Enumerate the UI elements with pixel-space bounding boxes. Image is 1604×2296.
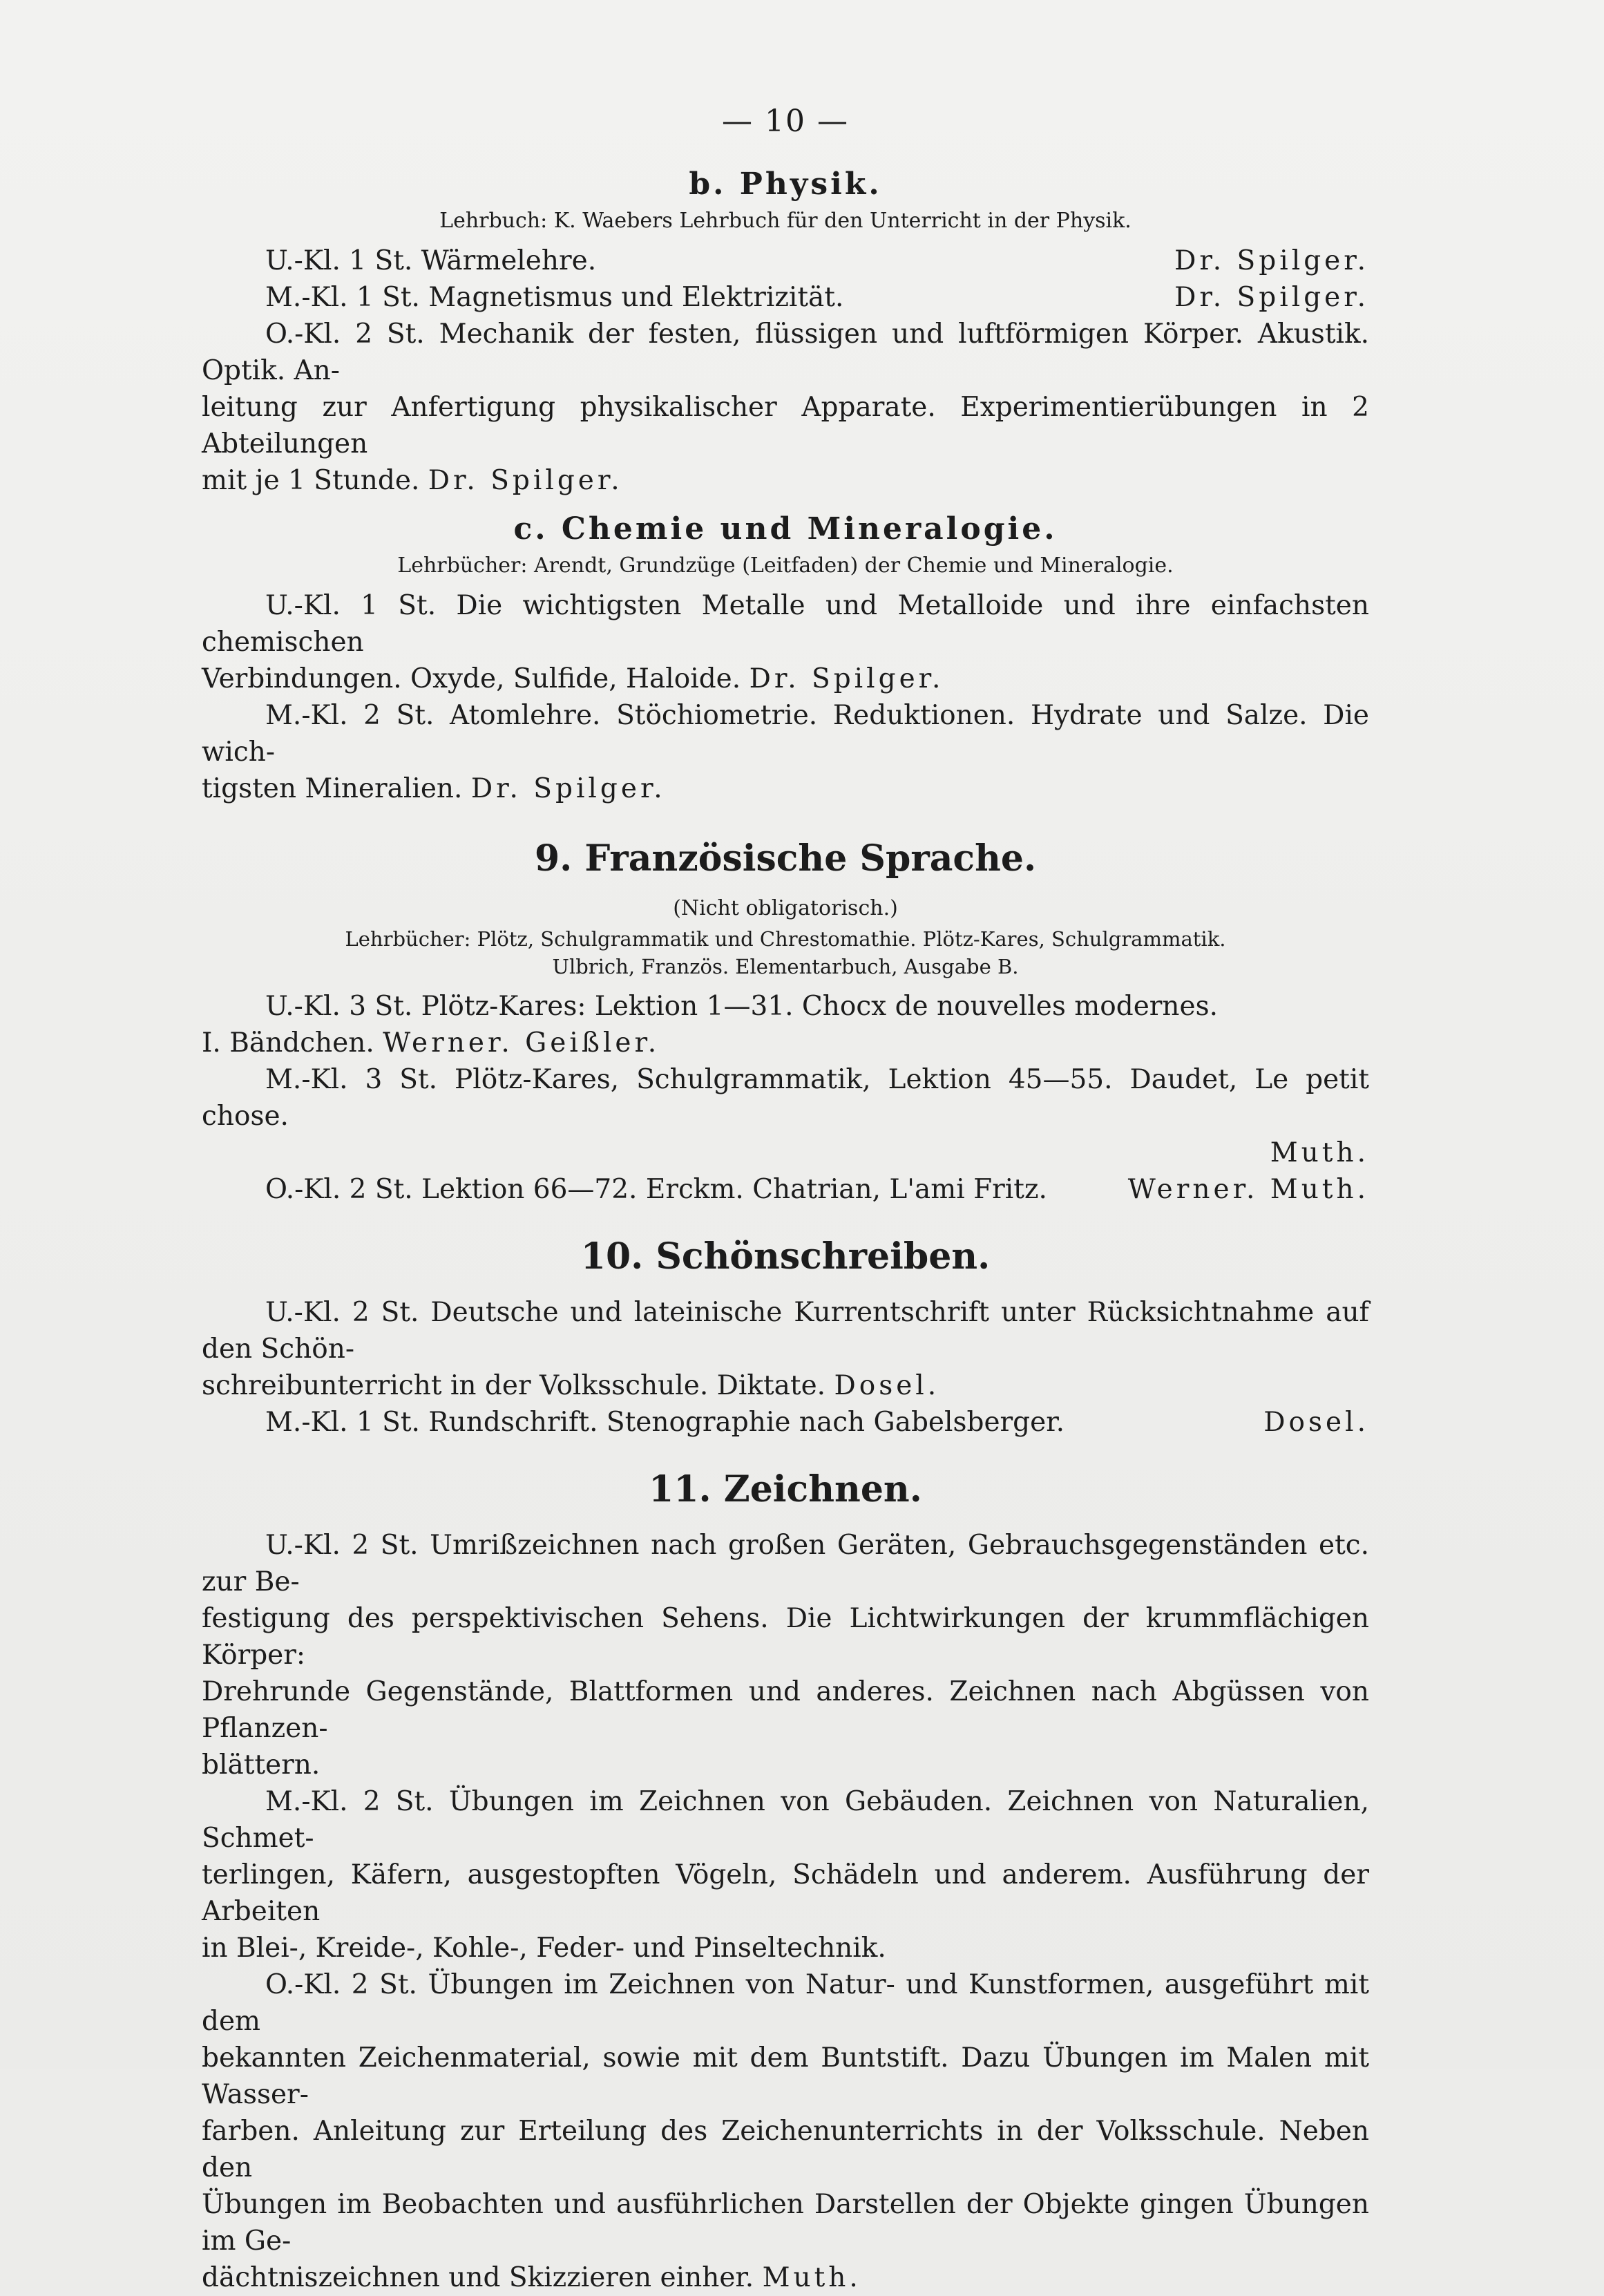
schoen-mk [202, 1404, 1369, 1441]
chemie-uk-line2-row [202, 661, 1369, 697]
zeichnen-uk [202, 1527, 1369, 1783]
zeichnen-ok-line5: dächtniszeichnen und Skizzieren einher. [202, 2262, 754, 2293]
schoen-heading: 10. Schönschreiben. [580, 1235, 991, 1278]
chemie-textbook: Lehrbücher: Arendt, Grundzüge (Leitfaden) der Chemie und Mineralogie. [397, 553, 1174, 578]
chemie-uk-line2: Verbindungen. Oxyde, Sulfide, Haloide. [202, 663, 741, 694]
physik-mk-teacher: Dr. Spilger. [1174, 282, 1369, 313]
physik-mk-text: M.-Kl. 1 St. Magnetismus und Elektrizität. [265, 282, 844, 313]
chemie-mk-line1: M.-Kl. 2 St. Atomlehre. Stöchiometrie. Reduktionen. Hydrate und Salze. Die wich- [202, 700, 1369, 768]
zeichnen-uk-line3: Drehrunde Gegenstände, Blattformen und anderes. Zeichnen nach Abgüssen von Pflanzen- [202, 1676, 1369, 1744]
franz-books-1: Lehrbücher: Plötz, Schulgrammatik und Chrestomathie. Plötz-Kares, Schulgrammatik. [345, 927, 1226, 951]
zeichnen-uk-line4: blättern. [202, 1749, 321, 1781]
chemie-uk-teacher: Dr. Spilger. [749, 663, 944, 694]
schoen-mk-teacher: Dosel. [1263, 1407, 1369, 1438]
zeichnen-mk-line3: in Blei-, Kreide-, Kohle-, Feder- und Pinseltechnik. [202, 1933, 886, 1964]
chemie-uk [202, 587, 1369, 697]
physik-ok-line1: O.-Kl. 2 St. Mechanik der festen, flüssigen und luftförmigen Körper. Akustik. Optik. An- [202, 319, 1369, 386]
physik-ok [202, 316, 1369, 499]
franz-uk [202, 988, 1369, 1061]
franz-mk [202, 1061, 1369, 1171]
zeichnen-ok-line5-row [202, 2259, 1369, 2296]
physik-ok-line3-row [202, 462, 1369, 499]
franz-ok-text: O.-Kl. 2 St. Lektion 66—72. Erckm. Chatrian, L'ami Fritz. [265, 1174, 1047, 1205]
zeichnen-heading: 11. Zeichnen. [649, 1468, 922, 1510]
zeichnen-ok-line1: O.-Kl. 2 St. Übungen im Zeichnen von Natur- und Kunstformen, ausgeführt mit dem [202, 1969, 1369, 2037]
franz-uk-line2-row [202, 1025, 1369, 1061]
zeichnen-ok-line2: bekannten Zeichenmaterial, sowie mit dem Buntstift. Dazu Übungen im Malen mit Wasser- [202, 2042, 1369, 2110]
zeichnen-ok-line3: farben. Anleitung zur Erteilung des Zeichenunterrichts in der Volksschule. Neben den [202, 2116, 1369, 2183]
franz-uk-teacher: Werner. Geißler. [383, 1027, 660, 1059]
chemie-mk-line2: tigsten Mineralien. [202, 773, 463, 804]
zeichnen-ok [202, 1966, 1369, 2296]
franz-heading: 9. Französische Sprache. [534, 837, 1037, 880]
chemie-mk [202, 697, 1369, 807]
zeichnen-mk-line2: terlingen, Käfern, ausgestopften Vögeln, Schädeln und anderem. Ausführung der Arbeiten [202, 1859, 1369, 1927]
schoen-mk-text: M.-Kl. 1 St. Rundschrift. Stenographie nach Gabelsberger. [265, 1407, 1064, 1438]
schoen-uk-line1: U.-Kl. 2 St. Deutsche und lateinische Kurrentschrift unter Rücksichtnahme auf den Schön- [202, 1297, 1369, 1365]
schoen-uk-teacher: Dosel. [834, 1370, 940, 1401]
chemie-uk-line1: U.-Kl. 1 St. Die wichtigsten Metalle und Metalloide und ihre einfachsten chemischen [202, 590, 1369, 658]
physik-uk-text: U.-Kl. 1 St. Wärmelehre. [265, 245, 597, 276]
zeichnen-mk [202, 1783, 1369, 1966]
physik-uk [202, 243, 1369, 279]
franz-mk-teacher: Muth. [1270, 1137, 1369, 1168]
zeichnen-uk-line1: U.-Kl. 2 St. Umrißzeichnen nach großen Geräten, Gebrauchsgegenständen etc. zur Be- [202, 1530, 1369, 1597]
schoen-uk [202, 1294, 1369, 1404]
franz-uk-line2: I. Bändchen. [202, 1027, 374, 1059]
zeichnen-mk-line1: M.-Kl. 2 St. Übungen im Zeichnen von Gebäuden. Zeichnen von Naturalien, Schmet- [202, 1786, 1369, 1854]
physik-heading: b. Physik. [689, 167, 882, 202]
schoen-uk-line2: schreibunterricht in der Volksschule. Diktate. [202, 1370, 826, 1401]
page-content [202, 104, 1369, 2296]
franz-uk-line1: U.-Kl. 3 St. Plötz-Kares: Lektion 1—31. Chocx de nouvelles modernes. [265, 991, 1219, 1022]
page-number: — 10 — [722, 104, 849, 139]
physik-ok-line2: leitung zur Anfertigung physikalischer Apparate. Experimentierübungen in 2 Abteilungen [202, 392, 1369, 459]
zeichnen-uk-line2: festigung des perspektivischen Sehens. Die Lichtwirkungen der krummflächigen Körper: [202, 1603, 1369, 1671]
franz-ok [202, 1171, 1369, 1208]
zeichnen-ok-teacher: Muth. [762, 2262, 861, 2293]
physik-uk-teacher: Dr. Spilger. [1174, 245, 1369, 276]
franz-books-2: Ulbrich, Französ. Elementarbuch, Ausgabe B. [552, 955, 1019, 978]
schoen-uk-line2-row [202, 1367, 1369, 1404]
physik-ok-line3: mit je 1 Stunde. [202, 465, 420, 496]
chemie-mk-line2-row [202, 770, 1369, 807]
zeichnen-ok-line4: Übungen im Beobachten und ausführlichen Darstellen der Objekte gingen Übungen im Ge- [202, 2189, 1369, 2257]
physik-ok-teacher: Dr. Spilger. [428, 465, 623, 496]
chemie-mk-teacher: Dr. Spilger. [470, 773, 666, 804]
physik-mk [202, 279, 1369, 316]
franz-mk-line1: M.-Kl. 3 St. Plötz-Kares, Schulgrammatik, Lektion 45—55. Daudet, Le petit chose. [202, 1064, 1369, 1132]
chemie-heading: c. Chemie und Mineralogie. [513, 511, 1058, 547]
franz-note: (Nicht obligatorisch.) [673, 896, 898, 920]
franz-ok-teacher: Werner. Muth. [1127, 1174, 1369, 1205]
physik-textbook: Lehrbuch: K. Waebers Lehrbuch für den Unterricht in der Physik. [439, 209, 1132, 233]
